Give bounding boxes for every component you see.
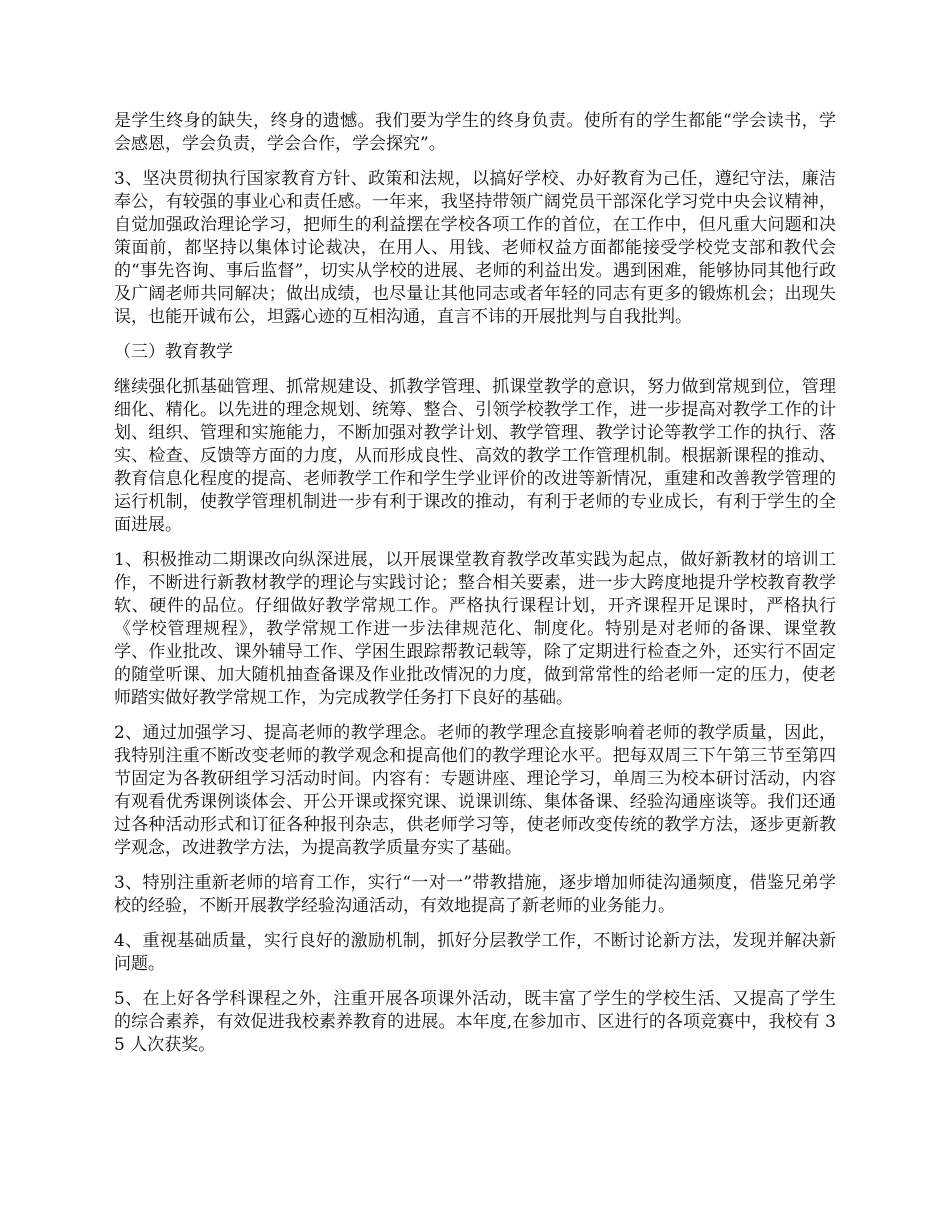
paragraph-item-5-extracurricular: 5、在上好各学科课程之外，注重开展各项课外活动，既丰富了学生的学校生活、又提高了学生的综合素养，有效促进我校素养教育的进展。本年度,在参加市、区进行的各项竞赛中，我校有 35 人次获奖。 [114, 989, 836, 1055]
paragraph-continuation: 是学生终身的缺失，终身的遗憾。我们要为学生的终身负责。使所有的学生都能“学会读书，学会感恩，学会负责，学会合作，学会探究”。 [114, 111, 836, 154]
section-heading-education-teaching: （三）教育教学 [114, 342, 233, 362]
paragraph-teaching-management: 继续强化抓基础管理、抓常规建设、抓教学管理、抓课堂教学的意识，努力做到常规到位，管理细化、精化。以先进的理念规划、统筹、整合、引领学校教学工作，进一步提高对教学工作的计划、组织、管理和实施能力，不断加强对教学计划、教学管理、教学讨论等教学工作的执行、落实、检查、反馈等方面的力度，从而形成良性、高效的教学工作管理机制。根据新课程的推动、教育信息化程度的提高、老师教学工作和学生学业评价的改进等新情况，重建和改善教学管理的运行机制，使教学管理机制进一步有利于课改的推动，有利于老师的专业成长，有利于学生的全面进展。 [114, 377, 836, 535]
paragraph-item-2-teacher-learning: 2、通过加强学习、提高老师的教学理念。老师的教学理念直接影响着老师的教学质量，因此，我特别注重不断改变老师的教学观念和提高他们的教学理论水平。把每双周三下午第三节至第四节固定为各教研组学习活动时间。内容有：专题讲座、理论学习，单周三为校本研讨活动，内容有观看优秀课例谈体会、开公开课或探究课、说课训练、集体备课、经验沟通座谈等。我们还通过各种活动形式和订征各种报刊杂志，供老师学习等，使老师改变传统的教学方法，逐步更新教学观念，改进教学方法，为提高教学质量夯实了基础。 [114, 723, 836, 858]
document-page [114, 110, 836, 1069]
paragraph-item-4-basic-quality: 4、重视基础质量，实行良好的激励机制，抓好分层教学工作，不断讨论新方法，发现并解决新问题。 [114, 931, 836, 974]
paragraph-item-1-curriculum-reform: 1、积极推动二期课改向纵深进展，以开展课堂教育教学改革实践为起点，做好新教材的培训工作，不断进行新教材教学的理论与实践讨论；整合相关要素，进一步大跨度地提升学校教育教学软、硬件的品位。仔细做好教学常规工作。严格执行课程计划，开齐课程开足课时，严格执行《学校管理规程》，教学常规工作进一步法律规范化、制度化。特别是对老师的备课、课堂教学、作业批改、课外辅导工作、学困生跟踪帮教记载等，除了定期进行检查之外，还实行不固定的随堂听课、加大随机抽查备课及作业批改情况的力度，做到常常性的给老师一定的压力，使老师踏实做好教学常规工作，为完成教学任务打下良好的基础。 [114, 550, 836, 708]
paragraph-item-3-new-teachers: 3、特别注重新老师的培育工作，实行“一对一”带教措施，逐步增加师徒沟通频度，借鉴兄弟学校的经验，不断开展教学经验沟通活动，有效地提高了新老师的业务能力。 [114, 873, 836, 916]
paragraph-item-3-leadership: 3、坚决贯彻执行国家教育方针、政策和法规，以搞好学校、办好教育为己任，遵纪守法，廉洁奉公，有较强的事业心和责任感。一年来，我坚持带领广阔党员干部深化学习党中央会议精神，自觉加强政治理论学习，把师生的利益摆在学校各项工作的首位，在工作中，但凡重大问题和决策面前，都坚持以集体讨论裁决，在用人、用钱、老师权益方面都能接受学校党支部和教代会的“事先咨询、事后监督”，切实从学校的进展、老师的利益出发。遇到困难，能够协同其他行政及广阔老师共同解决；做出成绩，也尽量让其他同志或者年轻的同志有更多的锻炼机会；出现失误，也能开诚布公，坦露心迹的互相沟通，直言不讳的开展批判与自我批判。 [114, 169, 836, 327]
